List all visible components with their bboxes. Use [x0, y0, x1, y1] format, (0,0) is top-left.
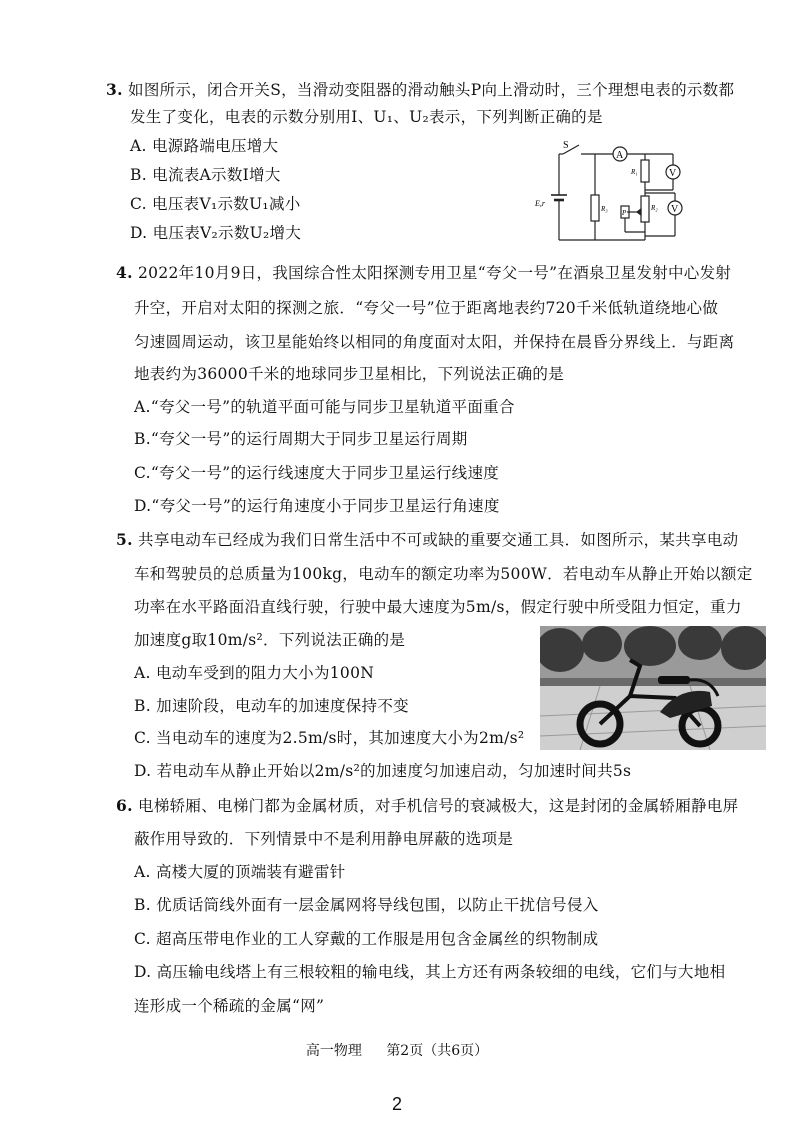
- r3-resistor: [591, 195, 599, 221]
- footer-subject: 高一物理: [305, 1043, 362, 1059]
- q4-stem-3: 匀速圆周运动，该卫星能始终以相同的角度面对太阳，并保持在晨昏分界线上．与距离: [134, 333, 735, 351]
- q5-stem-3: 功率在水平路面沿直线行驶，行驶中最大速度为5m/s，假定行驶中所受阻力恒定，重力: [134, 598, 742, 616]
- r3-label: R₃: [601, 205, 608, 213]
- q4-option-d: D.“夸父一号”的运行角速度小于同步卫星运行角速度: [134, 497, 500, 515]
- q6-stem-1: 电梯轿厢、电梯门都为金属材质，对手机信号的衰减极大，这是封闭的金属轿厢静电屏: [138, 797, 739, 815]
- q6-stem-2: 蔽作用导致的．下列情景中不是利用静电屏蔽的选项是: [134, 830, 514, 848]
- ammeter-label: A: [616, 150, 624, 161]
- page-footer: [0, 1040, 794, 1060]
- q5-stem-line-1: [116, 530, 738, 550]
- q3-number: 3.: [106, 80, 123, 99]
- q3-stem-1: 如图所示，闭合开关S，当滑动变阻器的滑动触头P向上滑动时，三个理想电表的示数都: [128, 81, 735, 99]
- q3-circuit-diagram: [535, 140, 695, 250]
- q5-option-c: C. 当电动车的速度为2.5m/s时，其加速度大小为2m/s²: [134, 729, 525, 747]
- q5-number: 5.: [116, 530, 133, 549]
- r2-resistor: [641, 196, 649, 222]
- slider-arrow: [637, 209, 641, 215]
- q4-stem-1: 2022年10月9日，我国综合性太阳探测专用卫星“夸父一号”在酒泉卫星发射中心发射: [138, 264, 732, 282]
- q6-option-b: B. 优质话筒线外面有一层金属网将导线包围，以防止干扰信号侵入: [134, 896, 599, 914]
- source-label: E,r: [535, 199, 545, 208]
- q6-option-d: D. 高压输电线塔上有三根较粗的输电线，其上方还有两条较细的电线，它们与大地相: [134, 963, 726, 981]
- q3-stem-line-1: [106, 80, 734, 100]
- r2-label: R₂: [651, 204, 658, 212]
- q3-option-d: D. 电压表V₂示数U₂增大: [130, 224, 302, 242]
- q4-stem-line-1: [116, 263, 731, 283]
- q3-option-b: B. 电流表A示数I增大: [130, 166, 281, 184]
- page-number: 2: [391, 1094, 402, 1114]
- q6-stem-line-1: [116, 796, 738, 816]
- q4-stem-2: 升空，开启对太阳的探测之旅．“夸父一号”位于距离地表约720千米低轨道绕地心做: [134, 299, 719, 317]
- q6-option-d-cont: 连形成一个稀疏的金属“网”: [134, 997, 325, 1015]
- voltmeter1-label: V: [669, 168, 677, 179]
- footer-page: 第2页（共6页）: [386, 1043, 489, 1059]
- r1-label: R₁: [631, 168, 638, 176]
- voltmeter2-label: V: [671, 204, 679, 215]
- q5-stem-2: 车和驾驶员的总质量为100kg，电动车的额定功率为500W．若电动车从静止开始以额定: [134, 565, 753, 583]
- switch-label: S: [563, 140, 569, 151]
- q5-option-a: A. 电动车受到的阻力大小为100N: [134, 664, 375, 682]
- q5-option-d: D. 若电动车从静止开始以2m/s²的加速度匀加速启动，匀加速时间共5s: [134, 762, 632, 780]
- q3-option-a: A. 电源路端电压增大: [130, 137, 279, 155]
- slider-label: P: [622, 209, 627, 217]
- q5-ebike-photo: [540, 626, 766, 750]
- q3-stem-2: 发生了变化，电表的示数分别用I、U₁、U₂表示，下列判断正确的是: [130, 108, 603, 126]
- q4-option-b: B.“夸父一号”的运行周期大于同步卫星运行周期: [134, 430, 468, 448]
- q3-option-c: C. 电压表V₁示数U₁减小: [130, 195, 301, 213]
- q4-stem-4: 地表约为36000千米的地球同步卫星相比，下列说法正确的是: [134, 365, 565, 383]
- q4-option-a: A.“夸父一号”的轨道平面可能与同步卫星轨道平面重合: [134, 398, 515, 416]
- q5-stem-4: 加速度g取10m/s²．下列说法正确的是: [134, 631, 406, 649]
- q6-option-a: A. 高楼大厦的顶端装有避雷针: [134, 863, 346, 881]
- r1-resistor: [641, 160, 649, 182]
- q4-number: 4.: [116, 263, 133, 282]
- q6-number: 6.: [116, 796, 133, 815]
- q5-option-b: B. 加速阶段，电动车的加速度保持不变: [134, 697, 409, 715]
- q5-stem-1: 共享电动车已经成为我们日常生活中不可或缺的重要交通工具．如图所示，某共享电动: [138, 531, 739, 549]
- q4-option-c: C.“夸父一号”的运行线速度大于同步卫星运行线速度: [134, 464, 500, 482]
- q6-option-c: C. 超高压带电作业的工人穿戴的工作服是用包含金属丝的织物制成: [134, 930, 599, 948]
